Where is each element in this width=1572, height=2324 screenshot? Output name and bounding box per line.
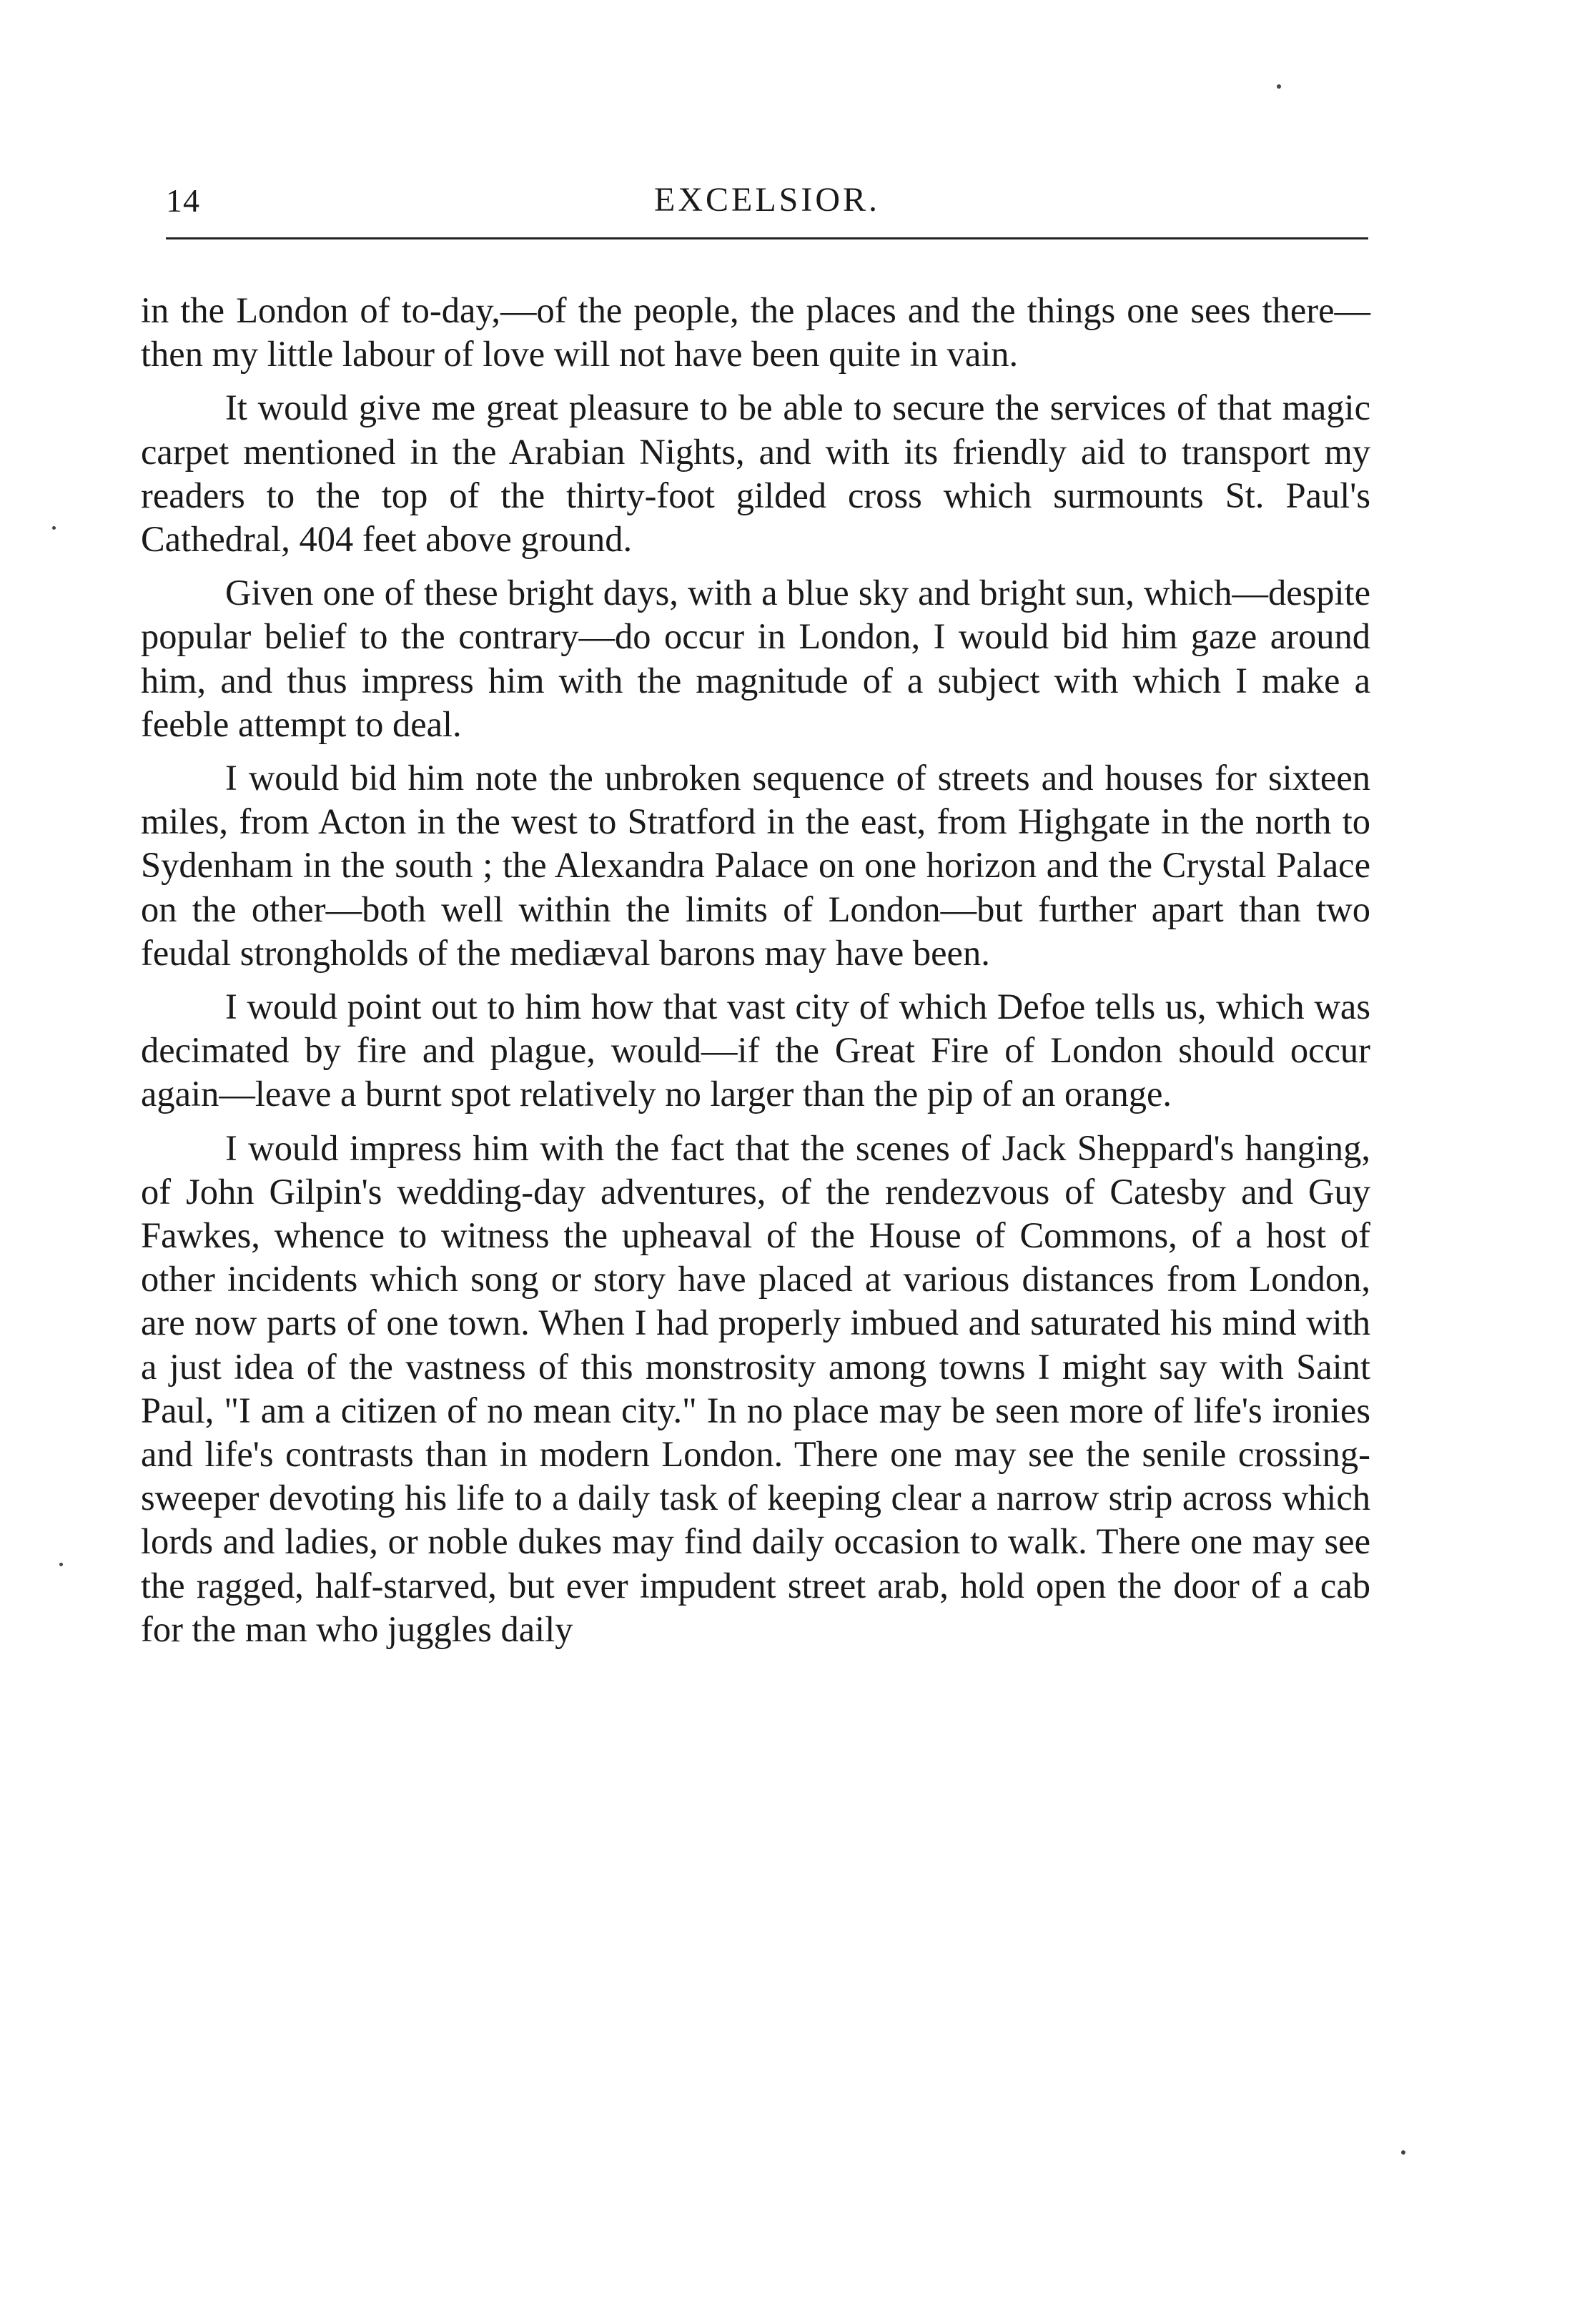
paragraph-continued: in the London of to-day,—of the people, the places and the things one sees there—then my little labour of love will not have been quite in vain. (141, 290, 1370, 375)
print-speck (52, 526, 56, 530)
paragraph: Given one of these bright days, with a blue sky and bright sun, which—despite popular belief to the contrary—do occur in London, I would bid him gaze around him, and thus impress him with the magnitude of a subject with which I make a feeble attempt to deal. (141, 573, 1370, 744)
body-text (141, 289, 1370, 1661)
print-speck (59, 1563, 63, 1566)
print-speck (1277, 84, 1281, 89)
paragraph: I would impress him with the fact that the scenes of Jack Sheppard's hanging, of John Gilpin's wedding-day adventures, of the rendezvous of Catesby and Guy Fawkes, whence to witness the upheaval of the House of Commons, of a host of other incidents which song or story have placed at various distances from London, are now parts of one town. When I had properly imbued and saturated his mind with a just idea of the vastness of this monstrosity among towns I might say with Saint Paul, "I am a citizen of no mean city." In no place may be seen more of life's ironies and life's contrasts than in modern London. There one may see the senile crossing-sweeper devoting his life to a daily task of keeping clear a narrow strip across which lords and ladies, or noble dukes may find daily occasion to walk. There one may see the ragged, half-starved, but ever impudent street arab, hold open the door of a cab for the man who juggles daily (141, 1127, 1370, 1649)
page-number: 14 (166, 182, 200, 219)
print-speck (1401, 2150, 1405, 2155)
paragraph: I would bid him note the unbroken sequence of streets and houses for sixteen miles, from Acton in the west to Stratford in the east, from Highgate in the north to Sydenham in the south ; the Alexandra Palace on one horizon and the Crystal Palace on the other—both well within the limits of London—but further apart than two feudal strongholds of the mediæval barons may have been. (141, 758, 1370, 973)
paragraph: It would give me great pleasure to be able to secure the services of that magic carpet mentioned in the Arabian Nights, and with its friendly aid to transport my readers to the top of the thirty-foot gilded cross which surmounts St. Paul's Cathedral, 404 feet above ground. (141, 387, 1370, 560)
header-rule (166, 237, 1368, 239)
paragraph: I would point out to him how that vast city of which Defoe tells us, which was decimated by fire and plague, would—if the Great Fire of London should occur again—leave a burnt spot relatively no larger than the pip of an orange. (141, 987, 1370, 1114)
page-header (166, 177, 1368, 234)
running-head: EXCELSIOR. (654, 181, 880, 219)
